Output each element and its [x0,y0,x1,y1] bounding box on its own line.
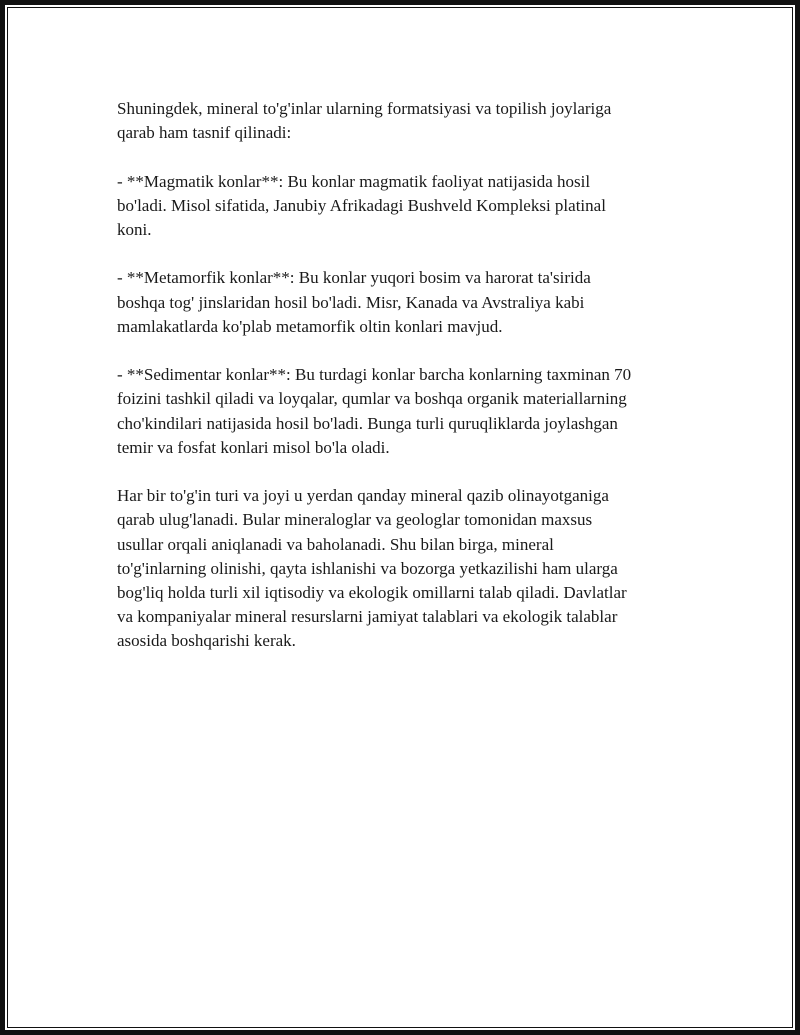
text-line: bo'ladi. Misol sifatida, Janubiy Afrikadagi Bushveld Kompleksi platinal [117,195,606,215]
text-line: mamlakatlarda ko'plab metamorfik oltin konlari mavjud. [117,316,503,336]
paragraph-metamorphic [117,266,687,339]
text-line: usullar orqali aniqlanadi va baholanadi. Shu bilan birga, mineral [117,534,554,554]
text-line: asosida boshqarishi kerak. [117,631,296,651]
text-line: Shuningdek, mineral to'g'inlar ularning formatsiyasi va topilish joylariga [117,99,612,118]
text-line: bog'liq holda turli xil iqtisodiy va ekologik omillarni talab qiladi. Davlatlar [117,583,627,602]
text-line: boshqa tog' jinslaridan hosil bo'ladi. Misr, Kanada va Avstraliya kabi [117,292,585,312]
text-line: - **Magmatik konlar**: Bu konlar magmatik faoliyat natijasida hosil [117,171,591,191]
text-line: cho'kindilari natijasida hosil bo'ladi. Bunga turli quruqliklarda joylashgan [117,413,618,433]
text-line: temir va fosfat konlari misol bo'la oladi. [117,437,390,457]
text-line: koni. [117,220,152,239]
paragraph-conclusion [117,484,687,653]
text-line: va kompaniyalar mineral resurslarni jamiyat talablari va ekologik talablar [117,607,618,627]
document-body [117,97,687,654]
paragraph-intro [117,97,687,145]
text-line: qarab ham tasnif qilinadi: [117,123,292,143]
text-line: to'g'inlarning olinishi, qayta ishlanishi va bozorga yetkazilishi ham ularga [117,558,618,578]
paragraph-magmatic [117,170,687,243]
paragraph-sedimentary [117,363,687,460]
text-line: - **Metamorfik konlar**: Bu konlar yuqori bosim va harorat ta'sirida [117,268,591,288]
text-line: qarab ulug'lanadi. Bular mineraloglar va geologlar tomonidan maxsus [117,510,593,530]
text-line: foizini tashkil qiladi va loyqalar, qumlar va boshqa organik materiallarning [117,389,627,409]
text-line: - **Sedimentar konlar**: Bu turdagi konlar barcha konlarning taxminan 70 [117,365,632,385]
text-line: Har bir to'g'in turi va joyi u yerdan qanday mineral qazib olinayotganiga [117,486,609,506]
